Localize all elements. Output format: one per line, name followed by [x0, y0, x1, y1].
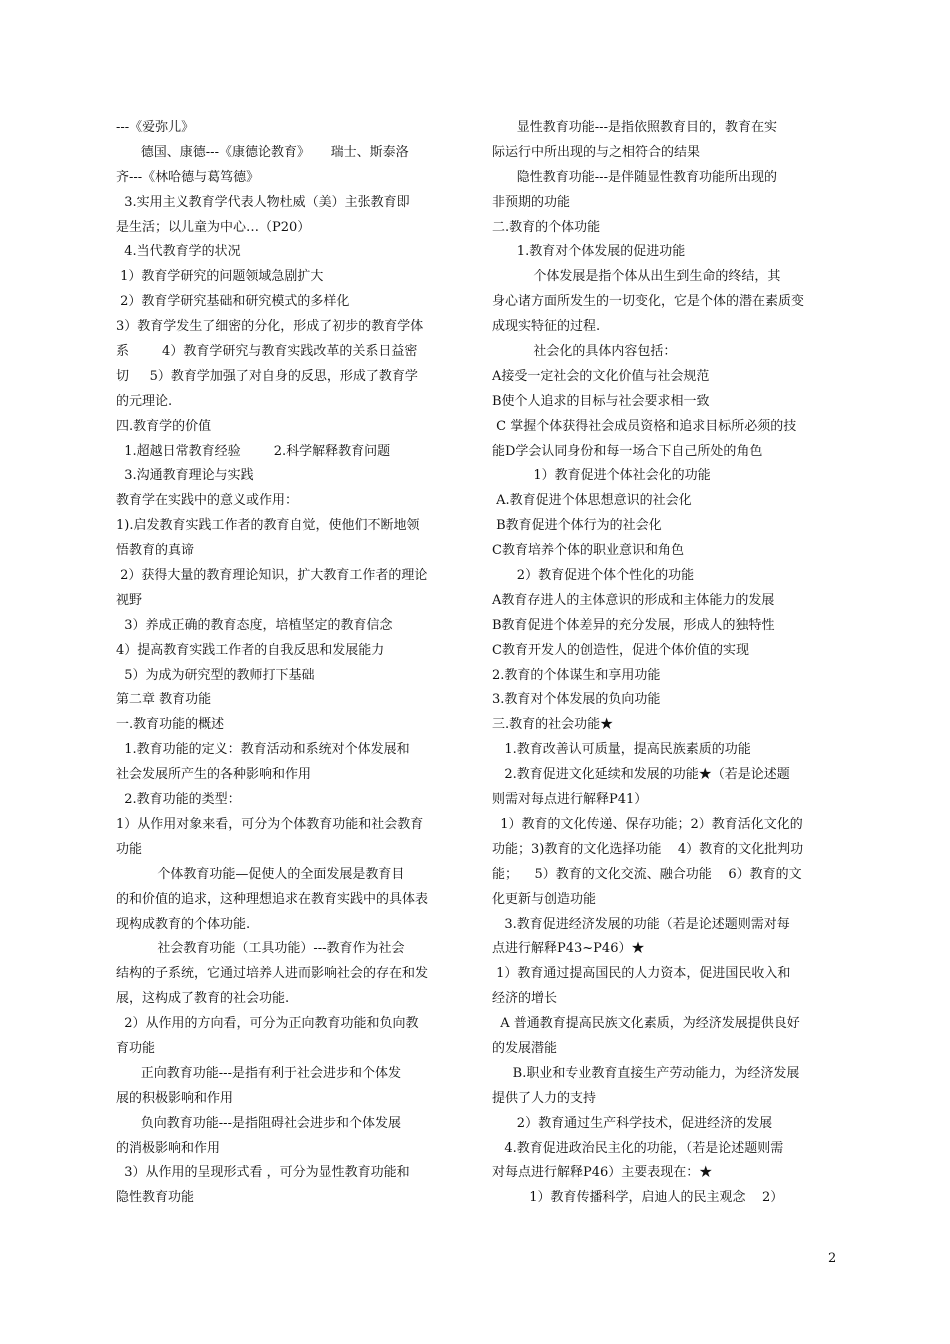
- text-line: 际运行中所出现的与之相符合的结果: [492, 144, 701, 160]
- text-line: 4.当代教育学的状况: [116, 244, 241, 260]
- text-line: 4）提高教育实践工作者的自我反思和发展能力: [116, 642, 385, 658]
- text-line: 3）从作用的呈现形式看 ，可分为显性教育功能和: [116, 1165, 410, 1181]
- text-line: 的消极影响和作用: [116, 1140, 221, 1156]
- text-line: 化更新与创造功能: [492, 891, 597, 907]
- text-line: 功能: [116, 841, 143, 857]
- text-line: 3）养成正确的教育态度，培植坚定的教育信念: [116, 617, 393, 633]
- text-line: 2）从作用的方向看，可分为正向教育功能和负向教: [116, 1016, 419, 1032]
- text-line: A.教育促进个体思想意识的社会化: [492, 493, 692, 509]
- text-line: 1）教育学研究的问题领域急剧扩大: [116, 269, 324, 285]
- text-line: 隐性教育功能---是伴随显性教育功能所出现的: [492, 169, 777, 185]
- text-line: 2.教育功能的类型：: [116, 792, 241, 808]
- text-line: 1.教育功能的定义：教育活动和系统对个体发展和: [116, 742, 410, 758]
- text-line: 第二章 教育功能: [116, 692, 212, 708]
- text-line: 3.实用主义教育学代表人物杜威（美）主张教育即: [116, 194, 410, 210]
- left-column: [116, 116, 460, 1211]
- text-line: 非预期的功能: [492, 194, 571, 210]
- text-line: 隐性教育功能: [116, 1190, 195, 1206]
- text-line: B.职业和专业教育直接生产劳动能力，为经济发展: [492, 1065, 800, 1081]
- text-line: 齐---《林哈德与葛笃德》: [116, 169, 260, 185]
- text-line: B使个人追求的目标与社会要求相一致: [492, 393, 710, 409]
- text-line: A 普通教育提高民族文化素质，为经济发展提供良好: [492, 1016, 800, 1032]
- text-line: 2.教育的个体谋生和享用功能: [492, 667, 661, 683]
- text-line: 结构的子系统，它通过培养人进而影响社会的存在和发: [116, 966, 429, 982]
- text-line: C教育开发人的创造性，促进个体价值的实现: [492, 642, 749, 658]
- right-column: [492, 116, 836, 1211]
- text-line: 5）为成为研究型的教师打下基础: [116, 667, 315, 683]
- text-line: 教育学在实践中的意义或作用：: [116, 493, 299, 509]
- text-line: 2）教育促进个体个性化的功能: [492, 568, 695, 584]
- text-line: 个体教育功能—促使人的全面发展是教育目: [116, 866, 405, 882]
- text-line: A教育存进人的主体意识的形成和主体能力的发展: [492, 592, 775, 608]
- text-line: 成现实特征的过程.: [492, 319, 601, 335]
- text-line: 的元理论.: [116, 393, 173, 409]
- text-line: 展的积极影响和作用: [116, 1090, 234, 1106]
- text-line: C教育培养个体的职业意识和角色: [492, 543, 684, 559]
- text-line: 对每点进行解释P46）主要表现在：★: [492, 1165, 713, 1181]
- text-line: 点进行解释P43~P46）★: [492, 941, 645, 957]
- text-line: 3.教育促进经济发展的功能（若是论述题则需对每: [492, 916, 790, 932]
- text-line: ---《爱弥儿》: [116, 120, 195, 135]
- text-line: 四.教育学的价值: [116, 418, 212, 434]
- text-line: 提供了人力的支持: [492, 1090, 597, 1106]
- text-line: 3）教育学发生了细密的分化，形成了初步的教育学体: [116, 319, 424, 335]
- text-line: 1）教育传播科学，启迪人的民主观念 2）: [492, 1190, 784, 1206]
- text-line: C 掌握个体获得社会成员资格和追求目标所必须的技: [492, 418, 797, 434]
- text-line: 是生活；以儿童为中心…（P20）: [116, 219, 311, 235]
- text-line: 1.教育改善认可质量，提高民族素质的功能: [492, 742, 751, 758]
- text-line: 社会发展所产生的各种影响和作用: [116, 767, 312, 783]
- text-line: 育功能: [116, 1040, 156, 1056]
- text-line: 视野: [116, 592, 143, 608]
- text-line: 身心诸方面所发生的一切变化，它是个体的潜在素质变: [492, 294, 805, 310]
- text-line: 一.教育功能的概述: [116, 717, 225, 733]
- text-line: 1）教育促进个体社会化的功能: [492, 468, 711, 484]
- text-line: 2.教育促进文化延续和发展的功能★（若是论述题: [492, 767, 790, 783]
- text-line: 3.教育对个体发展的负向功能: [492, 692, 661, 708]
- text-line: 2）获得大量的教育理论知识，扩大教育工作者的理论: [116, 568, 428, 584]
- text-line: 社会化的具体内容包括：: [492, 344, 677, 360]
- text-line: 系 4）教育学研究与教育实践改革的关系日益密: [116, 344, 418, 360]
- page-number: 2: [828, 1251, 837, 1266]
- text-line: 经济的增长: [492, 991, 558, 1007]
- text-line: 德国、康德---《康德论教育》 瑞士、斯泰洛: [116, 144, 409, 160]
- text-line: 1.教育对个体发展的促进功能: [492, 244, 686, 260]
- text-line: 1）教育的文化传递、保存功能；2）教育活化文化的: [492, 816, 803, 832]
- text-line: B教育促进个体差异的充分发展，形成人的独特性: [492, 617, 775, 633]
- text-line: B教育促进个体行为的社会化: [492, 518, 662, 534]
- text-line: 社会教育功能（工具功能）---教育作为社会: [116, 941, 405, 957]
- text-line: 功能；3)教育的文化选择功能 4）教育的文化批判功: [492, 841, 804, 857]
- text-line: 1).启发教育实践工作者的教育自觉，使他们不断地领: [116, 518, 420, 534]
- text-line: 负向教育功能---是指阻碍社会进步和个体发展: [116, 1115, 401, 1131]
- text-line: 1.超越日常教育经验 2.科学解释教育问题: [116, 443, 391, 459]
- text-line: 则需对每点进行解释P41）: [492, 792, 648, 808]
- text-line: 3.沟通教育理论与实践: [116, 468, 254, 484]
- text-line: 正向教育功能---是指有利于社会进步和个体发: [116, 1065, 401, 1081]
- text-line: 现构成教育的个体功能.: [116, 916, 251, 932]
- text-line: 能D学会认同身份和每一场合下自己所处的角色: [492, 443, 763, 459]
- text-line: 2）教育学研究基础和研究模式的多样化: [116, 294, 350, 310]
- text-line: 悟教育的真谛: [116, 543, 195, 559]
- text-line: 2）教育通过生产科学技术，促进经济的发展: [492, 1115, 773, 1131]
- text-line: 展，这构成了教育的社会功能.: [116, 991, 290, 1007]
- text-line: A接受一定社会的文化价值与社会规范: [492, 368, 710, 384]
- text-line: 的发展潜能: [492, 1040, 558, 1056]
- text-line: 个体发展是指个体从出生到生命的终结，其: [492, 269, 781, 285]
- text-line: 4.教育促进政治民主化的功能，（若是论述题则需: [492, 1140, 784, 1156]
- text-line: 切 5）教育学加强了对自身的反思，形成了教育学: [116, 368, 418, 384]
- text-line: 二.教育的个体功能: [492, 219, 601, 235]
- text-line: 三.教育的社会功能★: [492, 717, 614, 733]
- text-line: 的和价值的追求，这种理想追求在教育实践中的具体表: [116, 891, 429, 907]
- text-line: 1）教育通过提高国民的人力资本，促进国民收入和: [492, 966, 791, 982]
- text-line: 能； 5）教育的文化交流、融合功能 6）教育的文: [492, 866, 802, 882]
- text-line: 显性教育功能---是指依照教育目的，教育在实: [492, 120, 777, 135]
- text-line: 1）从作用对象来看，可分为个体教育功能和社会教育: [116, 816, 424, 832]
